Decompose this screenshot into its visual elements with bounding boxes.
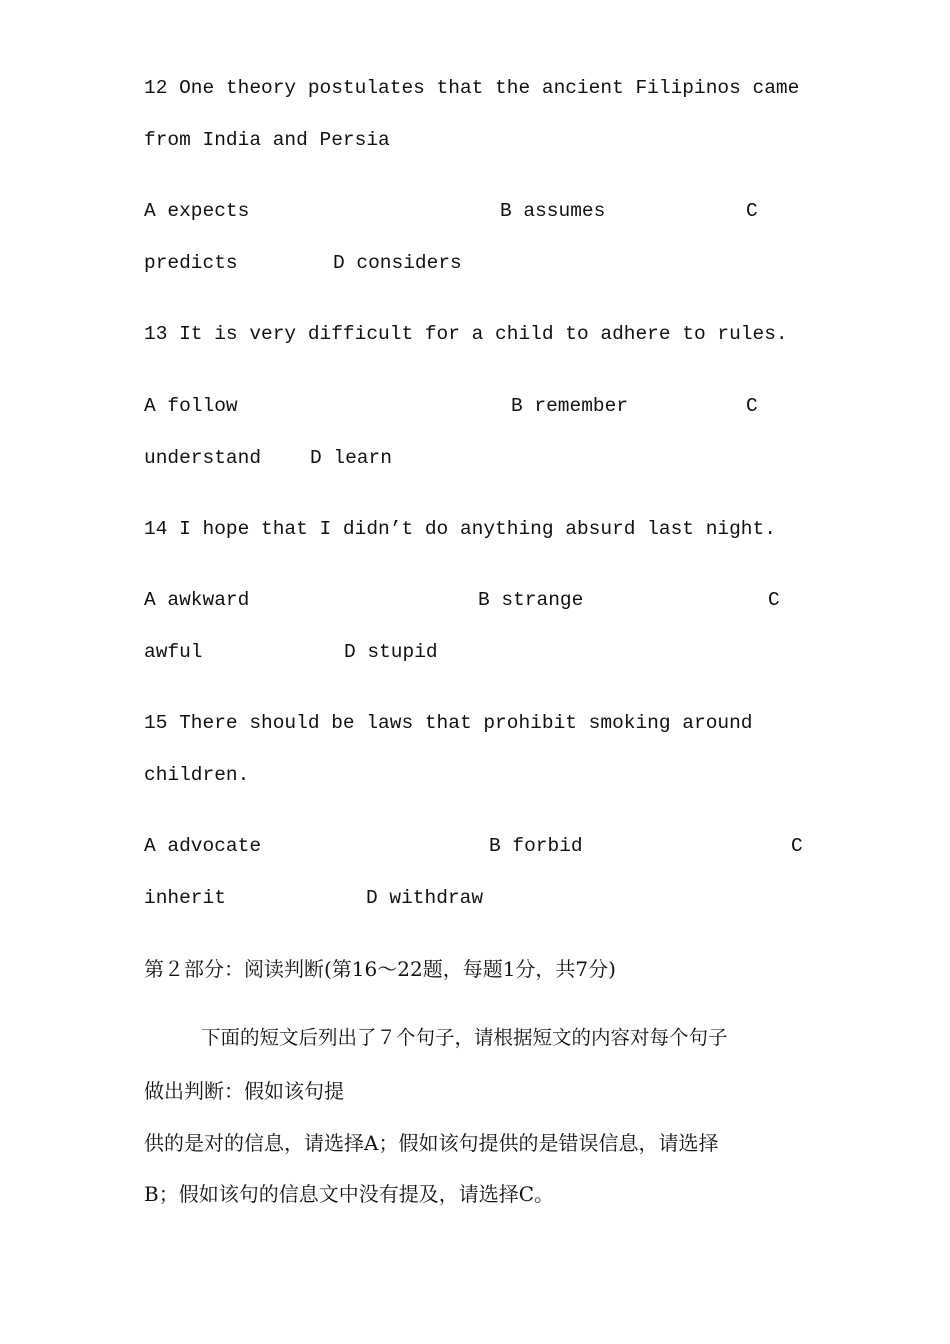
- question-15-option-a: A advocate: [144, 835, 262, 857]
- question-15-stem-line1: 15 There should be laws that prohibit smoking around: [144, 712, 753, 734]
- question-13-option-c-word: understand: [144, 447, 262, 469]
- question-12-option-b: B assumes: [500, 200, 606, 222]
- section-instruction-line3: 供的是对的信息，请选择A；假如该句提供的是错误信息，请选择: [144, 1131, 719, 1155]
- question-12-stem-line1: 12 One theory postulates that the ancient Filipinos came: [144, 77, 800, 99]
- question-14-stem-line1: 14 I hope that I didn’t do anything absurd last night.: [144, 518, 776, 540]
- section-instruction-line4: B；假如该句的信息文中没有提及，请选择C。: [144, 1182, 554, 1206]
- question-15-option-b: B forbid: [489, 835, 583, 857]
- question-12-option-a: A expects: [144, 200, 250, 222]
- question-12-stem-line2: from India and Persia: [144, 129, 390, 151]
- question-15-stem-line2: children.: [144, 764, 250, 786]
- question-15-option-c-word: inherit: [144, 887, 226, 909]
- question-15-option-d: D withdraw: [366, 887, 484, 909]
- question-14-option-b: B strange: [478, 589, 584, 611]
- section-instruction-line2: 做出判断：假如该句提: [144, 1079, 344, 1103]
- question-14-option-d: D stupid: [344, 641, 438, 663]
- question-15-option-c-letter: C: [791, 835, 803, 857]
- question-14-option-c-word: awful: [144, 641, 203, 663]
- question-13-option-b: B remember: [511, 395, 629, 417]
- question-13-option-a: A follow: [144, 395, 238, 417]
- question-12-option-c-word: predicts: [144, 252, 238, 274]
- question-12-option-c-letter: C: [746, 200, 758, 222]
- question-14-option-a: A awkward: [144, 589, 250, 611]
- question-13-option-c-letter: C: [746, 395, 758, 417]
- question-14-option-c-letter: C: [768, 589, 780, 611]
- question-13-stem-line1: 13 It is very difficult for a child to adhere to rules.: [144, 323, 788, 345]
- section-heading: 第２部分：阅读判断(第16～22题，每题1分，共7分): [144, 957, 616, 981]
- section-instruction-line1: 下面的短文后列出了７个句子，请根据短文的内容对每个句子: [201, 1028, 728, 1050]
- question-13-option-d: D learn: [310, 447, 392, 469]
- question-12-option-d: D considers: [333, 252, 462, 274]
